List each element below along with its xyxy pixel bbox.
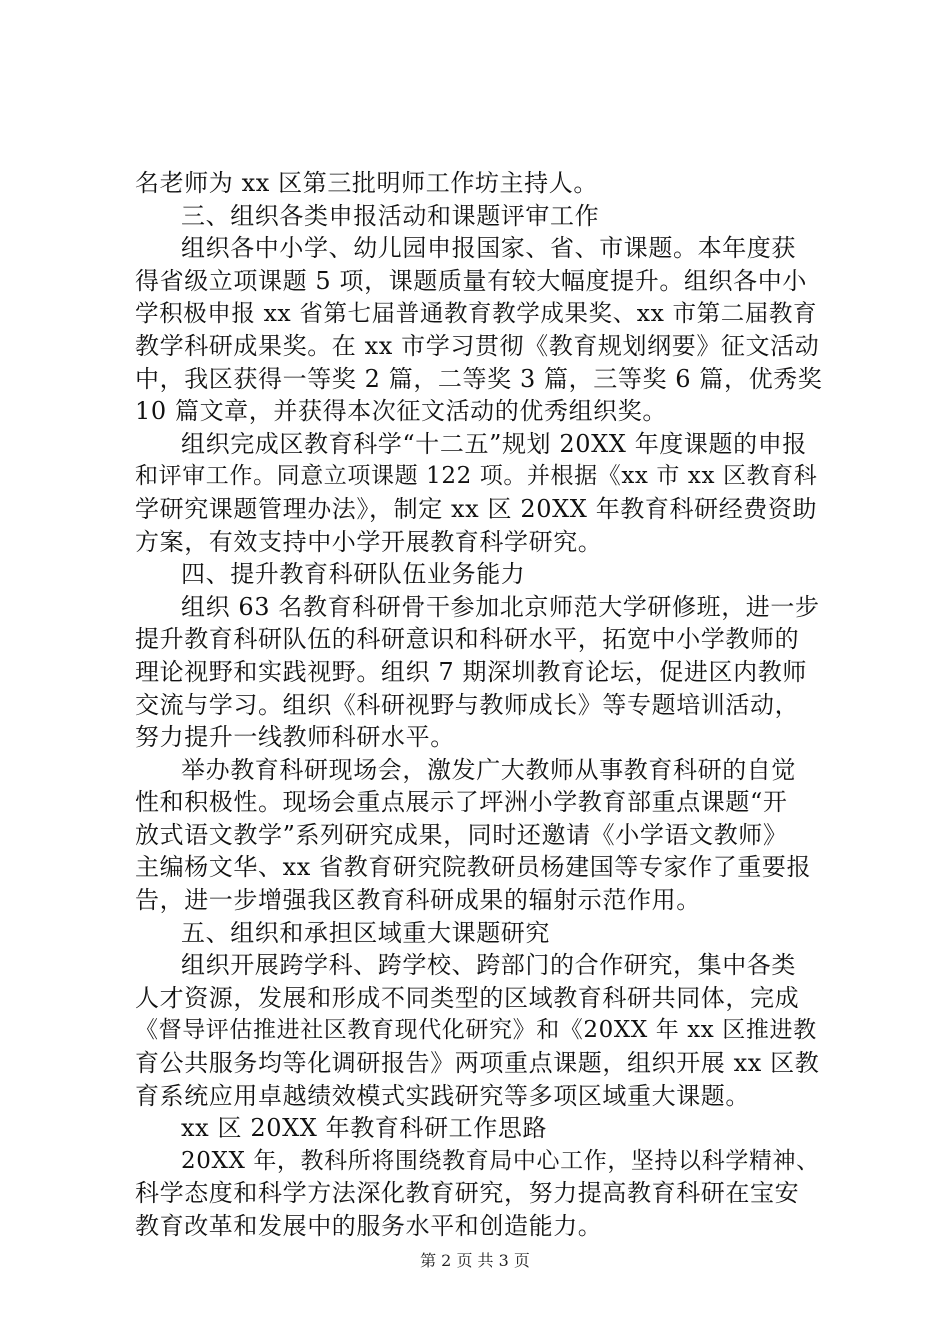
text-line: 科学态度和科学方法深化教育研究，努力提高教育科研在宝安 <box>135 1179 800 1208</box>
text-line: 理论视野和实践视野。组织 7 期深圳教育论坛，促进区内教师 <box>135 657 807 686</box>
text-line: 主编杨文华、xx 省教育研究院教研员杨建国等专家作了重要报 <box>135 853 812 882</box>
text-line: 性和积极性。现场会重点展示了坪洲小学教育部重点课题“开 <box>135 788 788 817</box>
text-line: 人才资源，发展和形成不同类型的区域教育科研共同体，完成 <box>135 983 800 1012</box>
text-line: 《督导评估推进社区教育现代化研究》和《20XX 年 xx 区推进教 <box>135 1017 817 1044</box>
text-line: 放式语文教学”系列研究成果，同时还邀请《小学语文教师》 <box>135 820 788 849</box>
text-line: 教学科研成果奖。在 xx 市学习贯彻《教育规划纲要》征文活动 <box>135 331 820 360</box>
text-line: 组织完成区教育科学“十二五”规划 20XX 年度课题的申报 <box>181 429 807 458</box>
text-line: 组织开展跨学科、跨学校、跨部门的合作研究，集中各类 <box>181 951 796 980</box>
text-line: 告，进一步增强我区教育科研成果的辐射示范作用。 <box>135 886 701 915</box>
text-line: 20XX 年，教科所将围绕教育局中心工作，坚持以科学精神、 <box>181 1147 820 1174</box>
text-line: 提升教育科研队伍的科研意识和科研水平，拓宽中小学教师的 <box>135 625 800 654</box>
text-line: 举办教育科研现场会，激发广大教师从事教育科研的自觉 <box>181 755 796 784</box>
text-line: 得省级立项课题 5 项，课题质量有较大幅度提升。组织各中小 <box>135 266 807 295</box>
text-line: 五、组织和承担区域重大课题研究 <box>181 918 550 947</box>
document-body <box>135 167 825 1243</box>
text-line: 组织 63 名教育科研骨干参加北京师范大学研修班，进一步 <box>181 592 820 621</box>
text-line: 中，我区获得一等奖 2 篇，二等奖 3 篇，三等奖 6 篇，优秀奖 <box>135 364 823 393</box>
text-line: 三、组织各类申报活动和课题评审工作 <box>181 201 600 230</box>
text-line: 10 篇文章，并获得本次征文活动的优秀组织奖。 <box>135 397 667 426</box>
page-footer: 第 2 页 共 3 页 <box>420 1251 530 1270</box>
text-line: 四、提升教育科研队伍业务能力 <box>181 560 526 589</box>
text-line: 育系统应用卓越绩效模式实践研究等多项区域重大课题。 <box>135 1081 750 1110</box>
text-line: 学研究课题管理办法》，制定 xx 区 20XX 年教育科研经费资助 <box>135 494 818 523</box>
text-line: 交流与学习。组织《科研视野与教师成长》等专题培训活动， <box>135 690 800 719</box>
text-line: 和评审工作。同意立项课题 122 项。并根据《xx 市 xx 区教育科 <box>135 463 818 490</box>
text-line: 教育改革和发展中的服务水平和创造能力。 <box>135 1212 603 1240</box>
text-line: 努力提升一线教师科研水平。 <box>135 723 455 752</box>
text-line: xx 区 20XX 年教育科研工作思路 <box>181 1114 548 1143</box>
text-line: 组织各中小学、幼儿园申报国家、省、市课题。本年度获 <box>181 234 796 263</box>
text-line: 名老师为 xx 区第三批明师工作坊主持人。 <box>135 169 598 197</box>
text-line: 方案，有效支持中小学开展教育科学研究。 <box>135 527 603 556</box>
text-line: 育公共服务均等化调研报告》两项重点课题，组织开展 xx 区教 <box>135 1049 820 1078</box>
text-line: 学积极申报 xx 省第七届普通教育教学成果奖、xx 市第二届教育 <box>135 299 818 328</box>
